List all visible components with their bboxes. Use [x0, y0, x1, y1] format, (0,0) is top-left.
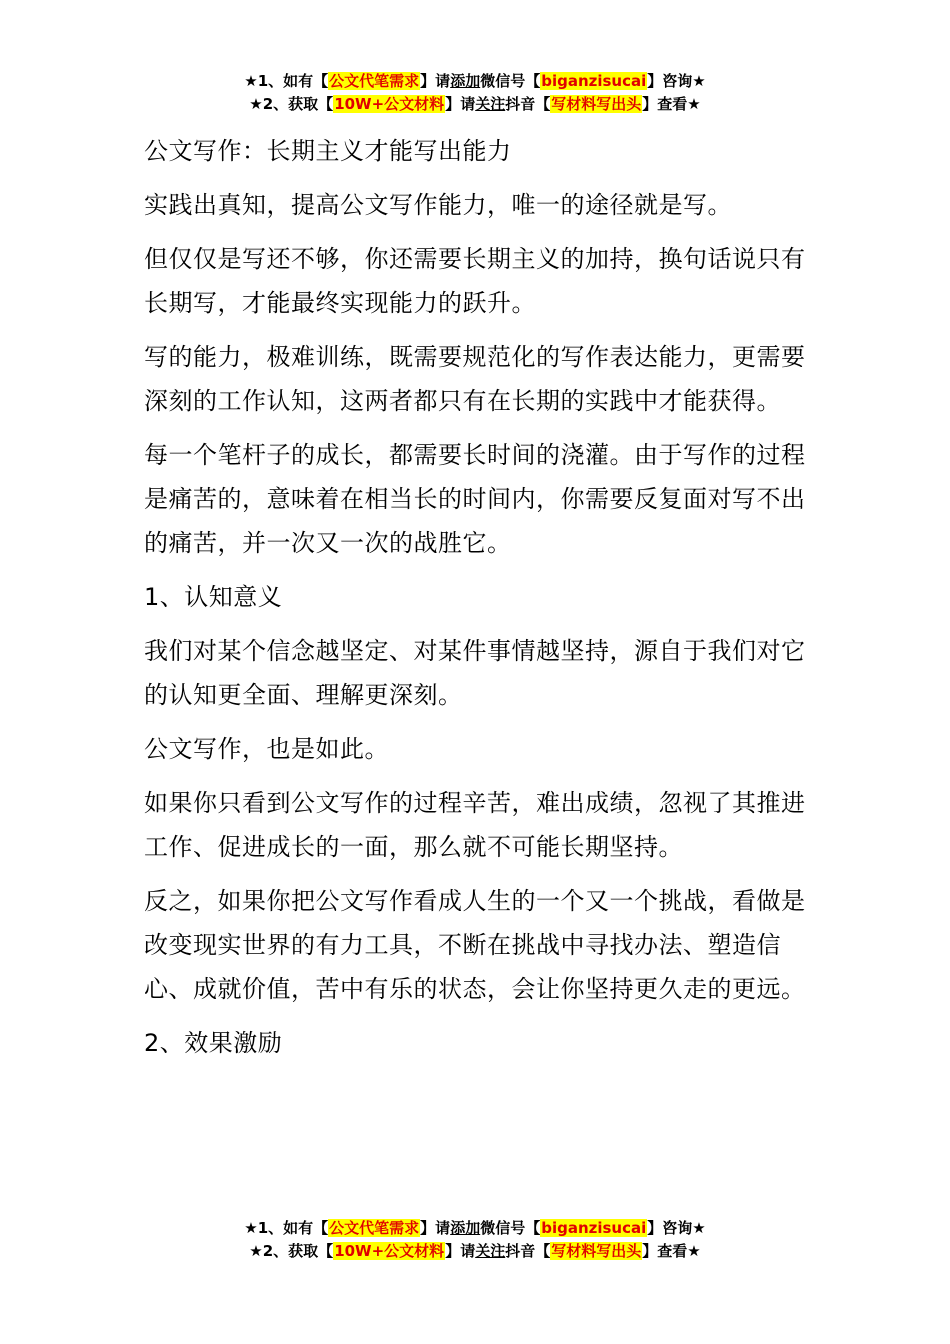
promo-emphasis: 添加 — [450, 1219, 481, 1237]
footer-promo-banner — [0, 1217, 950, 1263]
promo-text: ★2、获取【 — [249, 1242, 334, 1260]
promo-text: 】请 — [445, 95, 476, 113]
paragraph: 我们对某个信念越坚定、对某件事情越坚持，源自于我们对它的认知更全面、理解更深刻。 — [144, 637, 806, 709]
promo-line-2 — [0, 1240, 950, 1263]
section-heading: 2、效果激励 — [144, 1029, 283, 1057]
promo-highlight: 公文代笔需求 — [329, 72, 420, 90]
paragraph: 反之，如果你把公文写作看成人生的一个又一个挑战，看做是改变现实世界的有力工具，不断在挑战中寻找办法、塑造信心、成就价值，苦中有乐的状态，会让你坚持更久走的更远。 — [144, 887, 806, 1003]
promo-line-1 — [0, 1217, 950, 1240]
article-title: 公文写作：长期主义才能写出能力 — [144, 137, 512, 165]
paragraph: 实践出真知，提高公文写作能力，唯一的途径就是写。 — [144, 191, 732, 219]
promo-highlight: 写材料写出头 — [551, 1242, 642, 1260]
promo-text: ★2、获取【 — [249, 95, 334, 113]
paragraph: 公文写作，也是如此。 — [144, 735, 389, 763]
promo-line-1 — [0, 70, 950, 93]
promo-highlight: 10W+公文材料 — [334, 1242, 445, 1260]
promo-text: 微信号【 — [480, 1219, 541, 1237]
promo-text: ★1、如有【 — [244, 1219, 329, 1237]
promo-text: 】查看★ — [642, 1242, 701, 1260]
article-body — [144, 129, 814, 1075]
header-promo-banner — [0, 70, 950, 116]
promo-highlight: 公文代笔需求 — [329, 1219, 420, 1237]
promo-highlight: biganzisucai — [541, 1219, 647, 1237]
paragraph: 但仅仅是写还不够，你还需要长期主义的加持，换句话说只有长期写，才能最终实现能力的跃升。 — [144, 245, 806, 317]
promo-text: ★1、如有【 — [244, 72, 329, 90]
promo-text: 】请 — [420, 72, 451, 90]
promo-emphasis: 关注 — [475, 1242, 506, 1260]
promo-emphasis: 关注 — [475, 95, 506, 113]
promo-highlight: biganzisucai — [541, 72, 647, 90]
section-heading: 1、认知意义 — [144, 583, 283, 611]
promo-text: 抖音【 — [505, 95, 551, 113]
paragraph: 如果你只看到公文写作的过程辛苦，难出成绩，忽视了其推进工作、促进成长的一面，那么就不可能长期坚持。 — [144, 789, 806, 861]
promo-text: 】查看★ — [642, 95, 701, 113]
promo-emphasis: 添加 — [450, 72, 481, 90]
promo-text: 】请 — [420, 1219, 451, 1237]
promo-text: 】咨询★ — [647, 72, 706, 90]
paragraph: 写的能力，极难训练，既需要规范化的写作表达能力，更需要深刻的工作认知，这两者都只有在长期的实践中才能获得。 — [144, 343, 806, 415]
promo-text: 抖音【 — [505, 1242, 551, 1260]
promo-highlight: 写材料写出头 — [551, 95, 642, 113]
promo-text: 微信号【 — [480, 72, 541, 90]
promo-highlight: 10W+公文材料 — [334, 95, 445, 113]
promo-text: 】请 — [445, 1242, 476, 1260]
promo-line-2 — [0, 93, 950, 116]
paragraph: 每一个笔杆子的成长，都需要长时间的浇灌。由于写作的过程是痛苦的，意味着在相当长的时间内，你需要反复面对写不出的痛苦，并一次又一次的战胜它。 — [144, 441, 806, 557]
promo-text: 】咨询★ — [647, 1219, 706, 1237]
